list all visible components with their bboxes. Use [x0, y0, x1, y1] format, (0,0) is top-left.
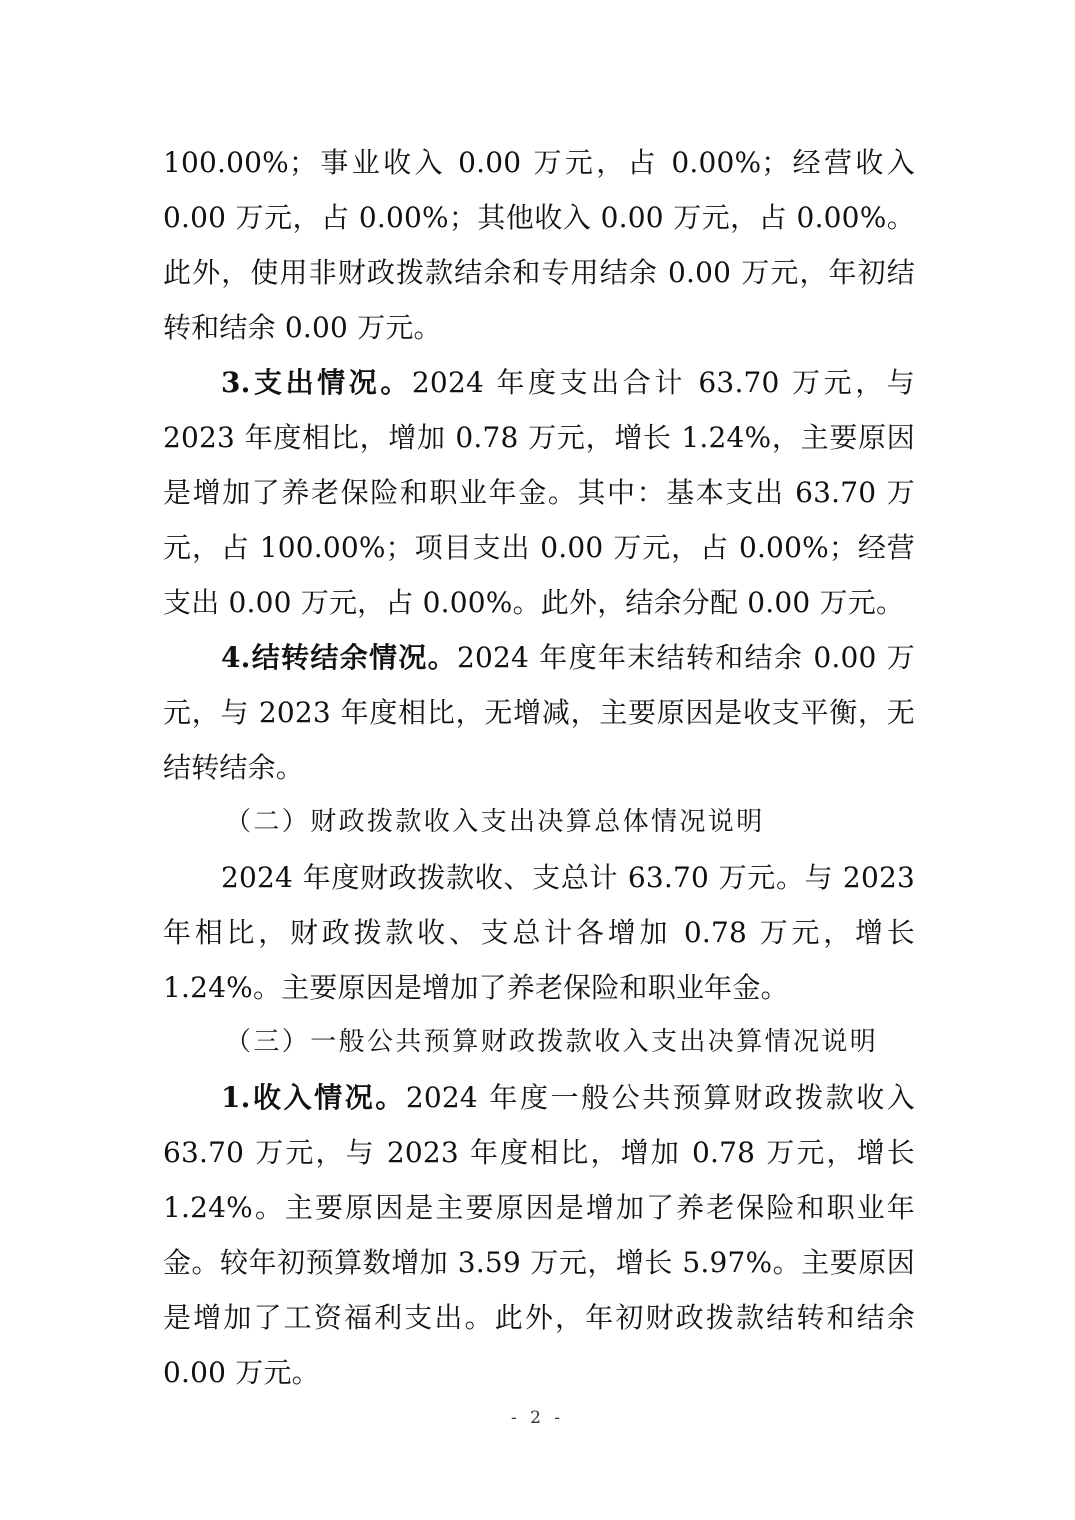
paragraph-text: 2024 年度一般公共预算财政拨款收入 63.70 万元，与 2023 年度相比，增加 0.78 万元，增长 1.24%。主要原因是主要原因是增加了养老保险和职业年金。较年初预算数增加 3.59 万元，增长 5.97%。主要原因是增加了工资福利支出。此外，年初财政拨款结转和结余 0.00 万元。 [163, 1081, 915, 1389]
paragraph-text: 2024 年度财政拨款收、支总计 63.70 万元。与 2023 年相比，财政拨款收、支总计各增加 0.78 万元，增长 1.24%。主要原因是增加了养老保险和职业年金。 [163, 861, 915, 1004]
paragraph-section3-income [163, 1070, 915, 1400]
paragraph-text: 2024 年度年末结转和结余 0.00 万元，与 2023 年度相比，无增减，主要原因是收支平衡，无结转结余。 [163, 641, 915, 784]
section-heading-3: （三）一般公共预算财政拨款收入支出决算情况说明 [225, 1027, 879, 1057]
paragraph-lead: 3.支出情况。 [221, 366, 412, 399]
paragraph-expenditure [163, 355, 915, 630]
page-number: - 2 - [510, 1408, 565, 1428]
paragraph-text: 100.00%；事业收入 0.00 万元，占 0.00%；经营收入 0.00 万元，占 0.00%；其他收入 0.00 万元，占 0.00%。此外，使用非财政拨款结余和专用结余 0.00 万元，年初结转和结余 0.00 万元。 [163, 146, 915, 344]
paragraph-section2 [163, 850, 915, 1015]
paragraph-text: 2024 年度支出合计 63.70 万元，与 2023 年度相比，增加 0.78 万元，增长 1.24%，主要原因是增加了养老保险和职业年金。其中：基本支出 63.70 万元，占 100.00%；项目支出 0.00 万元，占 0.00%；经营支出 0.00 万元，占 0.00%。此外，结余分配 0.00 万元。 [163, 366, 915, 619]
paragraph-income-continued [163, 135, 915, 355]
paragraph-lead: 1.收入情况。 [221, 1081, 406, 1114]
section-heading-2: （二）财政拨款收入支出决算总体情况说明 [225, 807, 765, 837]
paragraph-carryover [163, 630, 915, 795]
paragraph-lead: 4.结转结余情况。 [221, 641, 458, 674]
document-body [163, 135, 915, 1400]
